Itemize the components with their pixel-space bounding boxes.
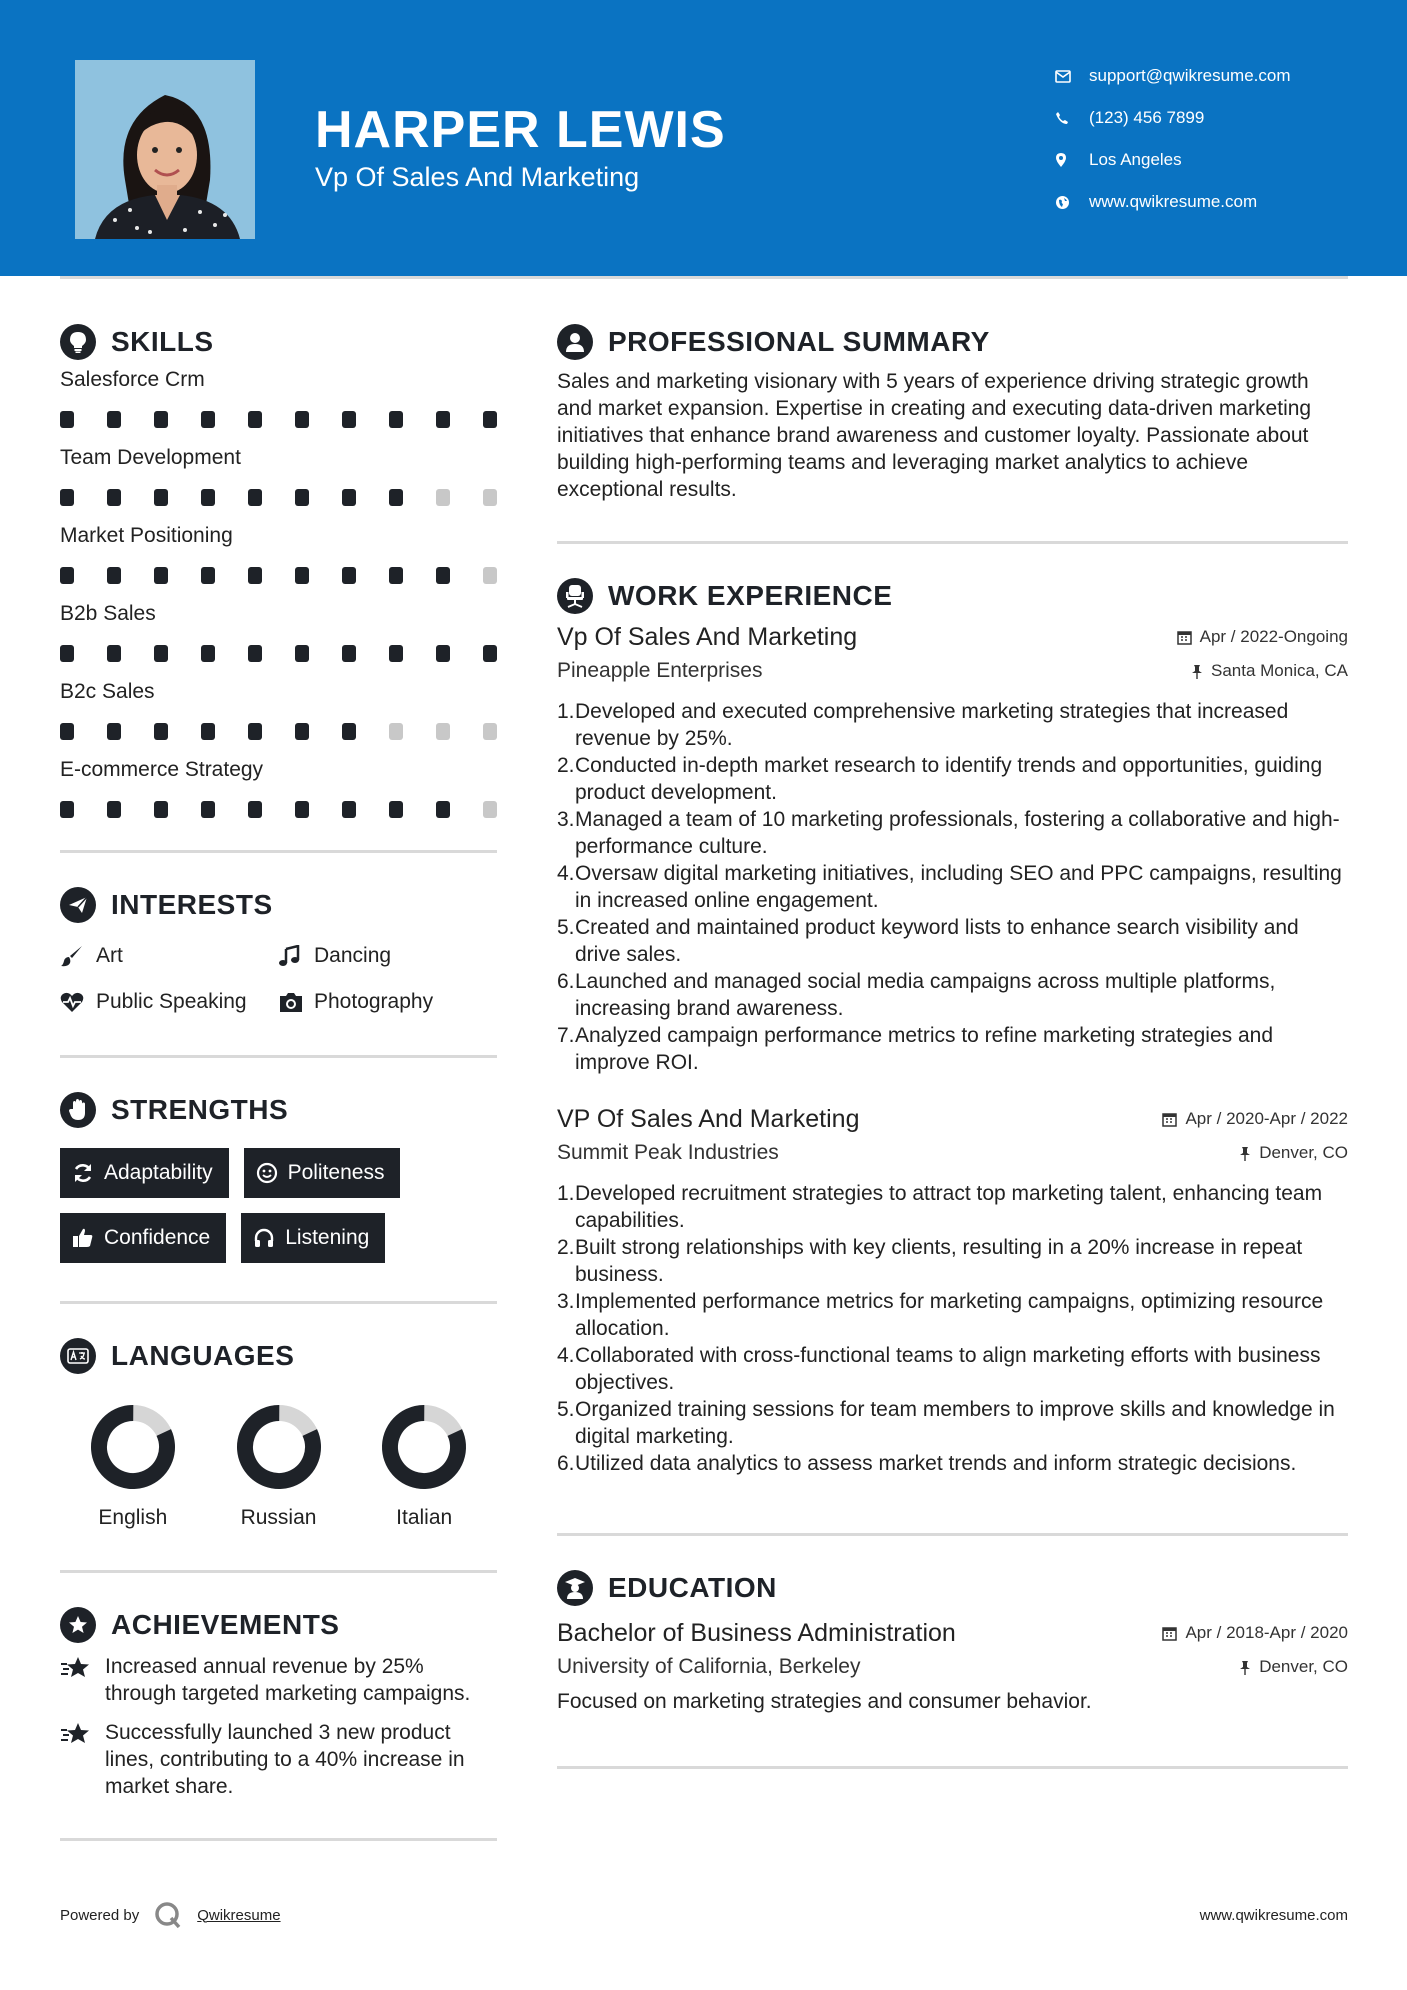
camera-icon (278, 991, 314, 1013)
skill-dot (436, 411, 450, 428)
point-number: 1. (557, 1182, 575, 1205)
summary-section (557, 320, 1348, 503)
contact-website[interactable]: www.qwikresume.com (1055, 181, 1291, 223)
job-point (557, 968, 1348, 1022)
point-text: Analyzed campaign performance metrics to refine marketing strategies and improve ROI. (575, 1024, 1274, 1074)
skill-dot (248, 645, 262, 662)
skills-section (60, 320, 497, 832)
skill-dot (295, 567, 309, 584)
skill-dot (60, 723, 74, 740)
section-divider (60, 1570, 497, 1573)
point-number: 5. (557, 916, 575, 939)
point-text: Built strong relationships with key clients, resulting in a 20% increase in repeat business. (575, 1236, 1303, 1286)
interests-heading: INTERESTS (60, 883, 497, 927)
graduate-icon (557, 1570, 593, 1606)
user-icon (557, 324, 593, 360)
left-column (60, 320, 497, 1841)
languages-heading: LANGUAGES (60, 1334, 497, 1378)
powered-by: Powered by Qwikresume (60, 1900, 281, 1930)
job-location-text: Denver, CO (1259, 1143, 1348, 1162)
skill-level-dots (60, 708, 497, 754)
education-head (557, 1616, 1348, 1650)
contact-location: Los Angeles (1055, 139, 1291, 181)
point-text: Created and maintained product keyword lists to enhance search visibility and drive sales. (575, 916, 1299, 966)
skill-dot (295, 489, 309, 506)
achievements-heading: ACHIEVEMENTS (60, 1603, 497, 1647)
interests-list (60, 941, 497, 1017)
skill-dot (248, 489, 262, 506)
skill-dot (436, 723, 450, 740)
skill-dot (60, 411, 74, 428)
skill-dot (295, 411, 309, 428)
skill-dot (107, 489, 121, 506)
qwikresume-link[interactable]: Qwikresume (197, 1906, 281, 1924)
company-name: Pineapple Enterprises (557, 659, 763, 682)
skill-dot (154, 723, 168, 740)
skill-name: B2b Sales (60, 602, 156, 625)
point-text: Managed a team of 10 marketing professionals, fostering a collaborative and high-performance culture. (575, 808, 1340, 858)
skill-dot (154, 489, 168, 506)
education-description: Focused on marketing strategies and consumer behavior. (557, 1690, 1092, 1713)
skill-dot (201, 801, 215, 818)
job-point (557, 1234, 1348, 1288)
globe-icon (1055, 195, 1089, 210)
skill-dot (436, 567, 450, 584)
skill-dot (248, 567, 262, 584)
interest-item: Photography (278, 987, 497, 1017)
skill-dot (342, 567, 356, 584)
point-number: 3. (557, 808, 575, 831)
pushpin-icon (1239, 1146, 1251, 1161)
language-item (351, 1402, 497, 1530)
smile-icon (256, 1162, 278, 1184)
candidate-role: Vp Of Sales And Marketing (315, 162, 640, 192)
skills-list (60, 368, 497, 832)
refresh-icon (72, 1162, 94, 1184)
point-number: 6. (557, 1452, 575, 1475)
job-title: VP Of Sales And Marketing (557, 1104, 860, 1133)
skill-level-dots (60, 396, 497, 442)
skill-dot (201, 723, 215, 740)
language-card-icon (60, 1338, 96, 1374)
skill-dot (201, 411, 215, 428)
job-point (557, 1180, 1348, 1234)
job-point (557, 1288, 1348, 1342)
language-name: Russian (240, 1506, 317, 1529)
contact-email[interactable]: support@qwikresume.com (1055, 55, 1291, 97)
skill-dot (436, 489, 450, 506)
language-donut (234, 1402, 324, 1492)
skill-name: Salesforce Crm (60, 368, 205, 391)
skill-dot (248, 801, 262, 818)
skill-level-dots (60, 474, 497, 520)
raised-hand-icon (60, 1092, 96, 1128)
contact-phone[interactable]: (123) 456 7899 (1055, 97, 1291, 139)
job-date-text: Apr / 2022-Ongoing (1199, 627, 1348, 646)
skill-dot (107, 411, 121, 428)
job-point (557, 698, 1348, 752)
skill-dot (389, 567, 403, 584)
pushpin-icon (1191, 664, 1203, 679)
strength-tag: Confidence (60, 1213, 226, 1263)
strength-tag: Adaptability (60, 1148, 229, 1198)
skill-dot (342, 645, 356, 662)
calendar-icon (1162, 1626, 1177, 1641)
skill-dot (389, 645, 403, 662)
point-number: 3. (557, 1290, 575, 1313)
star-icon (60, 1653, 105, 1707)
header-divider (60, 276, 1348, 279)
job-point (557, 1450, 1348, 1477)
star-icon (60, 1719, 105, 1800)
skill-dot (60, 801, 74, 818)
skill-dot (483, 801, 497, 818)
summary-heading: PROFESSIONAL SUMMARY (557, 320, 1348, 364)
skill-dot (295, 645, 309, 662)
right-column (557, 320, 1348, 1769)
contact-list (1055, 55, 1291, 223)
job-sub (557, 1136, 1348, 1170)
point-text: Launched and managed social media campaigns across multiple platforms, increasing brand awareness. (575, 970, 1276, 1020)
job-head (557, 1102, 1348, 1136)
section-divider (60, 1055, 497, 1058)
envelope-icon (1055, 70, 1089, 83)
skill-dot (154, 645, 168, 662)
point-text: Organized training sessions for team members to improve skills and knowledge in digital marketing. (575, 1398, 1335, 1448)
job-point (557, 806, 1348, 860)
strengths-tags (60, 1148, 497, 1263)
job-points (557, 698, 1348, 1076)
job-point (557, 1022, 1348, 1076)
section-divider (60, 1838, 497, 1841)
section-divider (557, 541, 1348, 544)
skill-dot (201, 567, 215, 584)
skill-dot (107, 801, 121, 818)
skill-dot (389, 723, 403, 740)
skill-dot (201, 645, 215, 662)
jobs-list (557, 620, 1348, 1477)
skill-name: Market Positioning (60, 524, 233, 547)
point-text: Utilized data analytics to assess market trends and inform strategic decisions. (575, 1452, 1297, 1475)
skill-dot (60, 645, 74, 662)
skill-dot (295, 723, 309, 740)
skill-dot (107, 723, 121, 740)
skill-dot (154, 567, 168, 584)
star-badge-icon (60, 1607, 96, 1643)
resume-header (0, 0, 1407, 276)
lightbulb-icon (60, 324, 96, 360)
job-location (1191, 661, 1348, 681)
profile-photo (75, 60, 255, 239)
languages-list (60, 1402, 497, 1530)
music-note-icon (278, 945, 314, 967)
skill-dot (389, 489, 403, 506)
skill-dot (483, 645, 497, 662)
education-location: Denver, CO (1239, 1657, 1348, 1677)
skill-dot (342, 723, 356, 740)
job-location-text: Santa Monica, CA (1210, 661, 1348, 680)
interest-item: Public Speaking (60, 987, 278, 1017)
point-text: Developed recruitment strategies to attract top marketing talent, enhancing team capabilities. (575, 1182, 1323, 1232)
summary-text: Sales and marketing visionary with 5 years of experience driving strategic growth and market expansion. Expertise in creating and executing data-driven marketing initiatives that enhance brand awareness and customer loyalty. Passionate about building high-performing teams and leveraging market analytics to achieve exceptional results. (557, 370, 1312, 501)
education-sub (557, 1650, 1348, 1684)
job-date (1162, 1109, 1348, 1129)
skill-name: B2c Sales (60, 680, 155, 703)
point-number: 6. (557, 970, 575, 993)
job-entry (557, 620, 1348, 1076)
strength-tag: Listening (241, 1213, 385, 1263)
experience-section (557, 574, 1348, 1477)
skill-dot (436, 645, 450, 662)
strength-tag: Politeness (244, 1148, 401, 1198)
map-pin-icon (1055, 152, 1089, 168)
education-heading: EDUCATION (557, 1566, 1348, 1610)
skill-dot (154, 411, 168, 428)
skill-dot (483, 489, 497, 506)
point-number: 4. (557, 1344, 575, 1367)
interests-section (60, 883, 497, 1017)
achievement-item: Increased annual revenue by 25% through targeted marketing campaigns. (60, 1653, 497, 1707)
education-date: Apr / 2018-Apr / 2020 (1162, 1623, 1348, 1643)
job-location (1239, 1143, 1348, 1163)
point-text: Implemented performance metrics for marketing campaigns, optimizing resource allocation. (575, 1290, 1324, 1340)
pushpin-icon (1239, 1660, 1251, 1675)
experience-heading: WORK EXPERIENCE (557, 574, 1348, 618)
company-name: Summit Peak Industries (557, 1141, 779, 1164)
achievement-item: Successfully launched 3 new product lines, contributing to a 40% increase in market share. (60, 1719, 497, 1800)
skill-name: E-commerce Strategy (60, 758, 264, 781)
point-text: Collaborated with cross-functional teams to align marketing efforts with business objectives. (575, 1344, 1321, 1394)
qwikresume-logo-icon (153, 1900, 183, 1930)
language-donut (88, 1402, 178, 1492)
skills-heading: SKILLS (60, 320, 497, 364)
interest-item: Dancing (278, 941, 497, 971)
job-point (557, 914, 1348, 968)
skill-level-dots (60, 630, 497, 676)
point-number: 1. (557, 700, 575, 723)
skill-dot (436, 801, 450, 818)
thumbs-up-icon (72, 1227, 94, 1249)
job-head (557, 620, 1348, 654)
skill-name: Team Development (60, 446, 241, 469)
language-item (206, 1402, 352, 1530)
skill-dot (107, 645, 121, 662)
donut-fill (234, 1402, 324, 1492)
languages-section (60, 1334, 497, 1530)
job-entry (557, 1102, 1348, 1477)
skill-dot (342, 411, 356, 428)
donut-fill (379, 1402, 469, 1492)
interest-item: Art (60, 941, 278, 971)
headphones-icon (253, 1227, 275, 1249)
point-text: Conducted in-depth market research to identify trends and opportunities, guiding product development. (575, 754, 1323, 804)
skill-dot (342, 489, 356, 506)
language-name: Italian (396, 1506, 453, 1529)
heartbeat-icon (60, 991, 96, 1013)
skill-dot (201, 489, 215, 506)
office-chair-icon (557, 578, 593, 614)
phone-icon (1055, 111, 1089, 125)
job-points (557, 1180, 1348, 1477)
footer-website[interactable]: www.qwikresume.com (1199, 1906, 1348, 1924)
section-divider (60, 1301, 497, 1304)
skill-dot (295, 801, 309, 818)
skill-dot (154, 801, 168, 818)
portrait-image (75, 60, 255, 239)
skill-dot (389, 801, 403, 818)
paintbrush-icon (60, 944, 96, 968)
skill-level-dots (60, 552, 497, 598)
job-point (557, 752, 1348, 806)
skill-level-dots (60, 786, 497, 832)
school-name: University of California, Berkeley (557, 1655, 861, 1678)
skill-dot (483, 723, 497, 740)
skill-dot (389, 411, 403, 428)
skill-dot (60, 567, 74, 584)
job-title: Vp Of Sales And Marketing (557, 622, 858, 651)
job-date (1177, 627, 1348, 647)
language-donut (379, 1402, 469, 1492)
skill-dot (342, 801, 356, 818)
skill-dot (483, 411, 497, 428)
skill-dot (248, 411, 262, 428)
skill-dot (483, 567, 497, 584)
skill-dot (248, 723, 262, 740)
education-section (557, 1566, 1348, 1714)
paper-plane-icon (60, 887, 96, 923)
achievements-section (60, 1603, 497, 1800)
job-sub (557, 654, 1348, 688)
job-point (557, 860, 1348, 914)
point-text: Oversaw digital marketing initiatives, including SEO and PPC campaigns, resulting in increased online engagement. (575, 862, 1342, 912)
footer (60, 1900, 1348, 1930)
strengths-section (60, 1088, 497, 1263)
strengths-heading: STRENGTHS (60, 1088, 497, 1132)
point-number: 7. (557, 1024, 575, 1047)
point-number: 2. (557, 1236, 575, 1259)
language-name: English (98, 1506, 168, 1529)
skill-dot (60, 489, 74, 506)
language-item (60, 1402, 206, 1530)
point-number: 4. (557, 862, 575, 885)
job-point (557, 1342, 1348, 1396)
point-text: Developed and executed comprehensive marketing strategies that increased revenue by 25%. (575, 700, 1289, 750)
candidate-name: HARPER LEWIS (315, 101, 726, 159)
calendar-icon (1177, 630, 1192, 645)
job-point (557, 1396, 1348, 1450)
section-divider (557, 1533, 1348, 1536)
point-number: 5. (557, 1398, 575, 1421)
job-date-text: Apr / 2020-Apr / 2022 (1185, 1109, 1348, 1128)
section-divider (60, 850, 497, 853)
calendar-icon (1162, 1112, 1177, 1127)
degree-title: Bachelor of Business Administration (557, 1618, 956, 1647)
section-divider (557, 1766, 1348, 1769)
skill-dot (107, 567, 121, 584)
point-number: 2. (557, 754, 575, 777)
donut-fill (88, 1402, 178, 1492)
